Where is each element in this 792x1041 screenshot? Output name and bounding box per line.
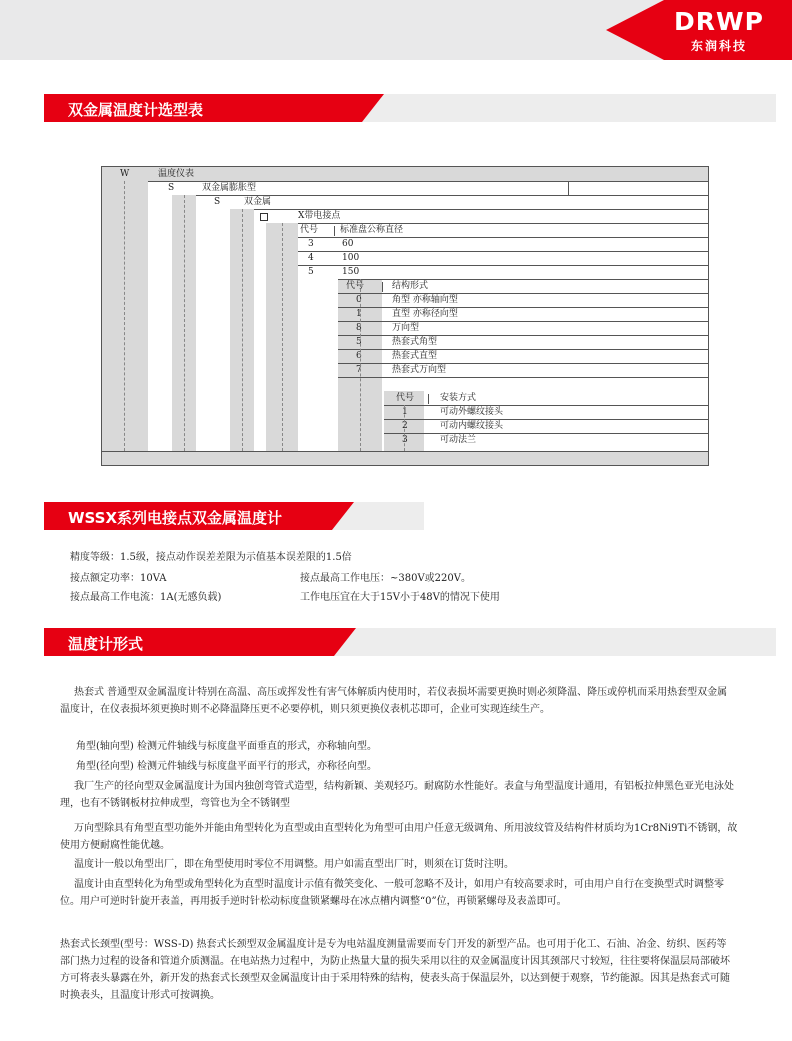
spec-voltage: 接点最高工作电压：~380V或220V。 xyxy=(300,573,471,584)
struct-code: 7 xyxy=(356,365,362,375)
table-footer xyxy=(102,451,708,465)
dial-code: 3 xyxy=(308,239,314,249)
install-desc: 可动外螺纹接头 xyxy=(440,407,504,417)
spec-accuracy: 精度等级：1.5级，接点动作误差差限为示值基本误差限的1.5倍 xyxy=(70,552,352,563)
paragraph-factory-default: 温度计一般以角型出厂，即在角型使用时零位不用调整。用户如需直型出厂时，则须在订货时注明。 xyxy=(74,859,514,870)
dial-value: 100 xyxy=(342,253,360,263)
struct-code: 5 xyxy=(356,337,362,347)
desc-bimetal-expansion: 双金属膨胀型 xyxy=(202,183,257,193)
code-w: W xyxy=(120,169,130,179)
struct-desc: 万向型 xyxy=(392,323,420,333)
dial-header-code: 代号 xyxy=(300,225,319,235)
desc-temp-instrument: 温度仪表 xyxy=(158,169,195,179)
section-title-text: 温度计形式 xyxy=(68,635,144,653)
struct-header-desc: 结构形式 xyxy=(392,281,429,291)
install-header-code: 代号 xyxy=(396,393,415,403)
install-code: 2 xyxy=(402,421,408,431)
struct-desc: 热套式万向型 xyxy=(392,365,447,375)
paragraph-radial: 角型(径向型) 检测元件轴线与标度盘平面平行的形式，亦称径向型。 xyxy=(76,761,377,772)
struct-code: 0 xyxy=(356,295,362,305)
paragraph-zero-adjust: 温度计由直型转化为角型或角型转化为直型时温度计示值有微笑变化、一般可忽略不及计，如用户有较高要求时，可由用户自行在变换型式时调整零位。用户可逆时针旋开表盖，再用扳手逆时针松动标度盘锁紧螺母在冰点槽内调整“0”位，再锁紧螺母及表盖即可。 xyxy=(60,879,724,907)
spec-power: 接点额定功率：10VA xyxy=(70,573,167,584)
dial-header-desc: 标准盘公称直径 xyxy=(340,225,404,235)
desc-electric-contact: X带电接点 xyxy=(298,211,341,221)
install-header-desc: 安装方式 xyxy=(440,393,477,403)
selection-table xyxy=(101,166,709,466)
install-code: 1 xyxy=(402,407,408,417)
struct-desc: 热套式角型 xyxy=(392,337,438,347)
desc-bimetal: 双金属 xyxy=(244,197,272,207)
company-name: 东润科技 xyxy=(690,39,747,53)
section-title-text: WSSX系列电接点双金属温度计 xyxy=(68,509,283,527)
struct-desc: 角型 亦称轴向型 xyxy=(392,295,458,305)
paragraph-hot-sleeve: 热套式 普通型双金属温度计特别在高温、高压或挥发性有害气体解质内使用时，若仪表损坏需要更换时则必须降温、降压或停机而采用热套型双金属温度计，在仪表损坏须更换时则不必降温降压更不必要停机，则只须更换仪表机芯即可，企业可实现连续生产。 xyxy=(60,687,728,715)
option-checkbox[interactable] xyxy=(260,213,268,221)
install-code: 3 xyxy=(402,435,408,445)
company-logo: DRWP xyxy=(674,7,764,36)
code-s1: S xyxy=(168,183,175,193)
dial-code: 4 xyxy=(308,253,314,263)
struct-code: 8 xyxy=(356,323,362,333)
code-s2: S xyxy=(214,197,221,207)
struct-header-code: 代号 xyxy=(346,281,365,291)
struct-desc: 直型 亦称径向型 xyxy=(392,309,458,319)
dial-value: 150 xyxy=(342,267,360,277)
dial-code: 5 xyxy=(308,267,314,277)
install-desc: 可动法兰 xyxy=(440,435,477,445)
paragraph-long-neck: 热套式长颈型(型号：WSS-D) 热套式长颈型双金属温度计是专为电站温度测量需要而专门开发的新型产品。也可用于化工、石油、冶金、纺织、医药等部门热力过程的设备和管道介质测温。在电站热力过程中，为防止热量大量的损失采用以往的双金属温度计因其颈部尺寸较短，往往要将保温层局部破坏方可将表头暴露在外，新开发的热套式长颈型双金属温度计由于采用特殊的结构，使表头高于保温层外，以达到便于观察，节约能源。因其是热套式可随时换表头，且温度计形式可按调换。 xyxy=(60,939,730,1001)
install-desc: 可动内螺纹接头 xyxy=(440,421,504,431)
dial-value: 60 xyxy=(342,239,354,249)
section-title-text: 双金属温度计选型表 xyxy=(68,101,204,119)
paragraph-radial-product: 我厂生产的径向型双金属温度计为国内独创弯管式造型，结构新颖、美观轻巧。耐腐防水性能好。表盒与角型温度计通用，有铝板拉伸黑色亚光电泳处理，也有不锈钢板材拉伸成型，弯管也为全不锈钢型 xyxy=(60,781,734,809)
struct-code: 6 xyxy=(356,351,362,361)
spec-voltage-range: 工作电压宜在大于15V小于48V的情况下使用 xyxy=(300,592,500,603)
shade-col-1 xyxy=(102,181,148,451)
struct-code: 1 xyxy=(356,309,362,319)
spec-current: 接点最高工作电流：1A(无感负载) xyxy=(70,592,222,603)
paragraph-universal: 万向型除具有角型直型功能外并能由角型转化为直型或由直型转化为角型可由用户任意无级调角、所用波纹管及结构件材质均为1Cr8Ni9Ti不锈钢，故使用方便耐腐性能优越。 xyxy=(60,823,738,851)
paragraph-axial: 角型(轴向型) 检测元件轴线与标度盘平面垂直的形式，亦称轴向型。 xyxy=(76,741,377,752)
struct-desc: 热套式直型 xyxy=(392,351,438,361)
